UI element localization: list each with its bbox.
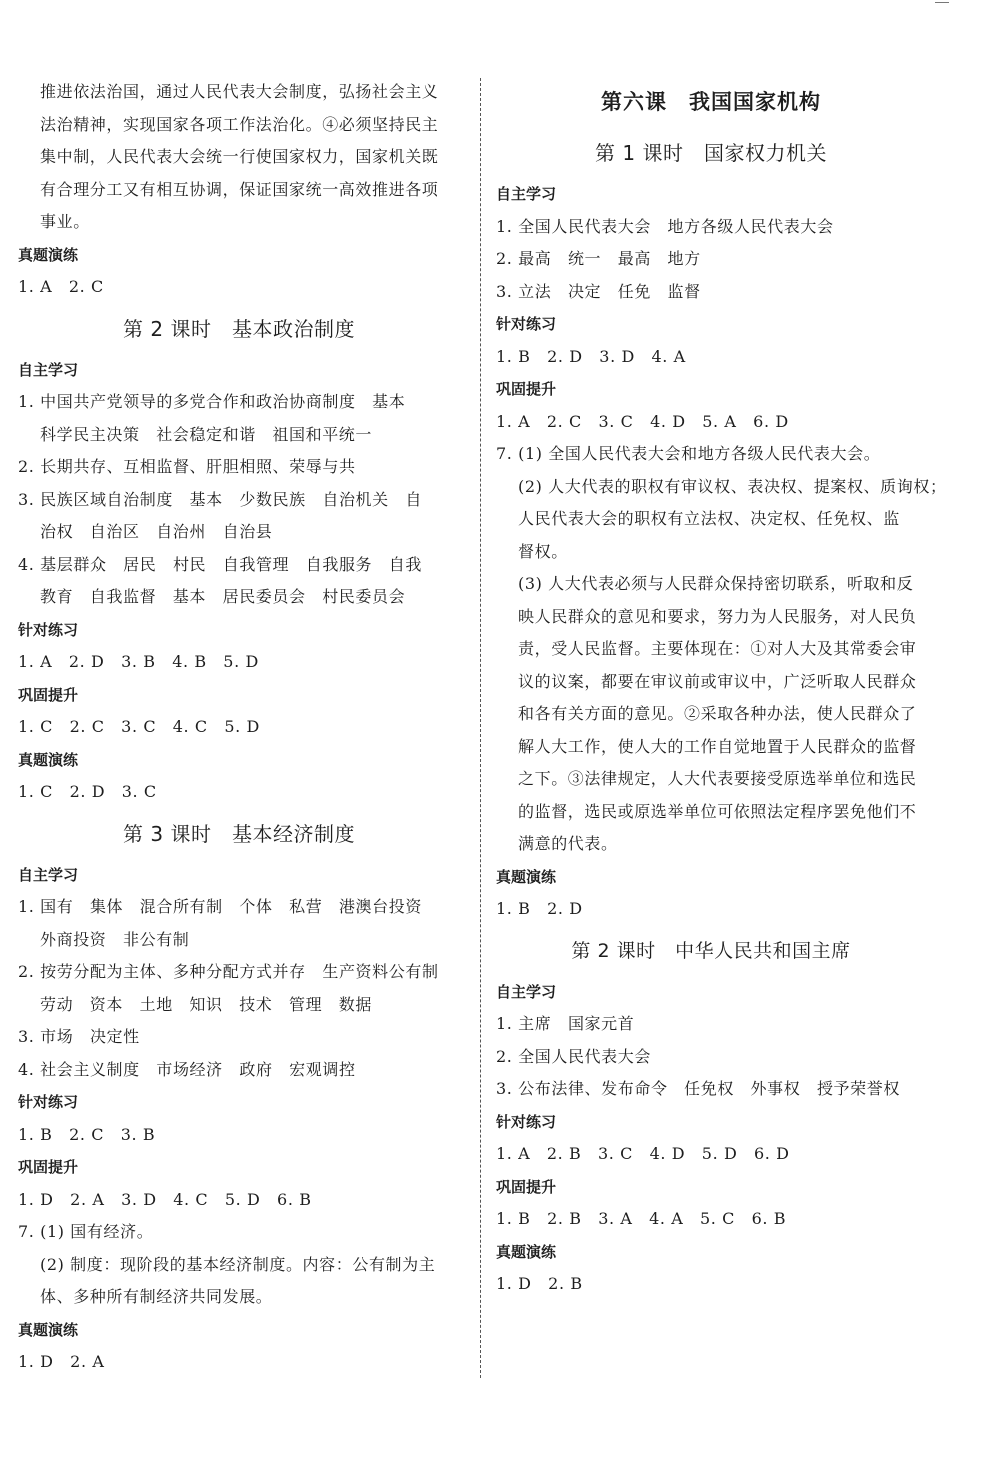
top-edge-mark: [935, 2, 949, 3]
answer-line: 1. A 2. C: [18, 277, 104, 296]
section-heading: 针对练习: [496, 1112, 557, 1131]
answer-line: (2) 人大代表的职权有审议权、表决权、提案权、质询权；: [518, 476, 947, 496]
answer-line: 1. B 2. C 3. B: [18, 1124, 156, 1144]
answer-line: 4. 基层群众 居民 村民 自我管理 自我服务 自我: [18, 554, 422, 574]
answer-line: 3. 市场 决定性: [18, 1027, 140, 1046]
chapter-title: 第六课 我国国家机构: [601, 90, 821, 114]
answer-line: 映人民群众的意见和要求，努力为人民服务，对人民负: [518, 606, 917, 626]
answer-line: 满意的代表。: [518, 834, 618, 853]
answer-line: 1. B 2. B 3. A 4. A 5. C 6. B: [496, 1209, 787, 1228]
answer-line: 督权。: [518, 541, 568, 561]
intro-line: 事业。: [40, 212, 90, 231]
section-heading: 巩固提升: [18, 1158, 79, 1176]
intro-line: 推进依法治国，通过人民代表大会制度，弘扬社会主义: [40, 82, 439, 101]
answer-line: 2. 按劳分配为主体、多种分配方式并存 生产资料公有制: [18, 962, 439, 981]
section-heading: 真题演练: [18, 750, 79, 769]
right-column: [496, 76, 947, 1301]
answer-line: 1. 全国人民代表大会 地方各级人民代表大会: [496, 216, 834, 236]
answer-line: 2. 全国人民代表大会: [496, 1046, 651, 1066]
lesson-title: 第 2 课时 中华人民共和国主席: [571, 939, 851, 962]
answer-line: 教育 自我监督 基本 居民委员会 村民委员会: [40, 587, 406, 606]
answer-line: 7. (1) 国有经济。: [18, 1222, 154, 1241]
answer-line: 责，受人民监督。主要体现在：①对人大及其常委会审: [518, 639, 917, 658]
answer-line: 劳动 资本 土地 知识 技术 管理 数据: [40, 994, 373, 1014]
answer-line: 议的议案，都要在审议前或审议中，广泛听取人民群众: [518, 671, 917, 691]
answer-line: 3. 立法 决定 任免 监督: [496, 281, 701, 301]
section-heading: 自主学习: [18, 360, 79, 379]
lesson-title: 第 3 课时 基本经济制度: [123, 821, 355, 846]
column-divider: [480, 78, 481, 1378]
section-heading: 真题演练: [18, 1320, 79, 1339]
answer-line: 1. B 2. D: [496, 899, 583, 918]
section-heading: 针对练习: [18, 1093, 79, 1111]
answer-line: 的监督，选民或原选举单位可依照法定程序罢免他们不: [518, 801, 917, 821]
answer-line: 1. 国有 集体 混合所有制 个体 私营 港澳台投资: [18, 897, 422, 916]
section-heading: 真题演练: [18, 245, 79, 264]
answer-line: (2) 制度：现阶段的基本经济制度。内容：公有制为主: [40, 1254, 436, 1274]
answer-line: 治权 自治区 自治州 自治县: [40, 522, 273, 541]
answer-line: 1. 主席 国家元首: [496, 1014, 635, 1033]
answer-line: 1. D 2. A: [18, 1352, 105, 1371]
lesson-title: 第 1 课时 国家权力机关: [595, 141, 827, 165]
section-heading: 真题演练: [496, 1242, 557, 1261]
answer-line: 7. (1) 全国人民代表大会和地方各级人民代表大会。: [496, 444, 881, 463]
answer-line: 1. B 2. D 3. D 4. A: [496, 346, 686, 366]
section-heading: 自主学习: [496, 982, 557, 1001]
section-heading: 巩固提升: [496, 1177, 557, 1196]
answer-line: 外商投资 非公有制: [40, 929, 190, 949]
answer-line: 解人大工作，使人大的工作自觉地置于人民群众的监督: [518, 736, 917, 756]
section-heading: 自主学习: [18, 865, 79, 884]
section-heading: 针对练习: [496, 315, 557, 333]
answer-line: 1. D 2. A 3. D 4. C 5. D 6. B: [18, 1189, 312, 1209]
answer-line: 1. A 2. B 3. C 4. D 5. D 6. D: [496, 1144, 790, 1163]
intro-line: 法治精神，实现国家各项工作法治化。④必须坚持民主: [40, 114, 439, 134]
answer-line: 和各有关方面的意见。②采取各种办法，使人民群众了: [518, 704, 917, 723]
section-heading: 真题演练: [496, 867, 557, 886]
answer-line: 1. A 2. C 3. C 4. D 5. A 6. D: [496, 411, 789, 431]
intro-line: 有合理分工又有相互协调，保证国家统一高效推进各项: [40, 179, 439, 199]
answer-line: 1. C 2. D 3. C: [18, 782, 157, 801]
answer-line: 1. 中国共产党领导的多党合作和政治协商制度 基本: [18, 392, 406, 411]
answer-line: 人民代表大会的职权有立法权、决定权、任免权、监: [518, 509, 900, 528]
section-heading: 自主学习: [496, 185, 557, 203]
answer-line: 科学民主决策 社会稳定和谐 祖国和平统一: [40, 424, 373, 444]
answer-line: 3. 公布法律、发布命令 任免权 外事权 授予荣誉权: [496, 1079, 900, 1098]
answer-line: 2. 最高 统一 最高 地方: [496, 249, 701, 268]
answer-line: 1. C 2. C 3. C 4. C 5. D: [18, 717, 260, 736]
section-heading: 针对练习: [18, 620, 79, 639]
answer-line: 1. A 2. D 3. B 4. B 5. D: [18, 652, 259, 671]
section-heading: 巩固提升: [496, 380, 557, 398]
answer-line: 3. 民族区域自治制度 基本 少数民族 自治机关 自: [18, 489, 422, 509]
answer-line: 1. D 2. B: [496, 1274, 583, 1293]
left-column: [18, 76, 460, 1379]
lesson-title: 第 2 课时 基本政治制度: [123, 316, 355, 341]
answer-line: 之下。③法律规定，人大代表要接受原选举单位和选民: [518, 769, 917, 788]
answer-line: 2. 长期共存、互相监督、肝胆相照、荣辱与共: [18, 457, 356, 476]
answer-line: 4. 社会主义制度 市场经济 政府 宏观调控: [18, 1059, 356, 1079]
answer-line: 体、多种所有制经济共同发展。: [40, 1287, 273, 1306]
intro-line: 集中制，人民代表大会统一行使国家权力，国家机关既: [40, 147, 439, 166]
section-heading: 巩固提升: [18, 685, 79, 704]
answer-line: (3) 人大代表必须与人民群众保持密切联系，听取和反: [518, 574, 914, 593]
